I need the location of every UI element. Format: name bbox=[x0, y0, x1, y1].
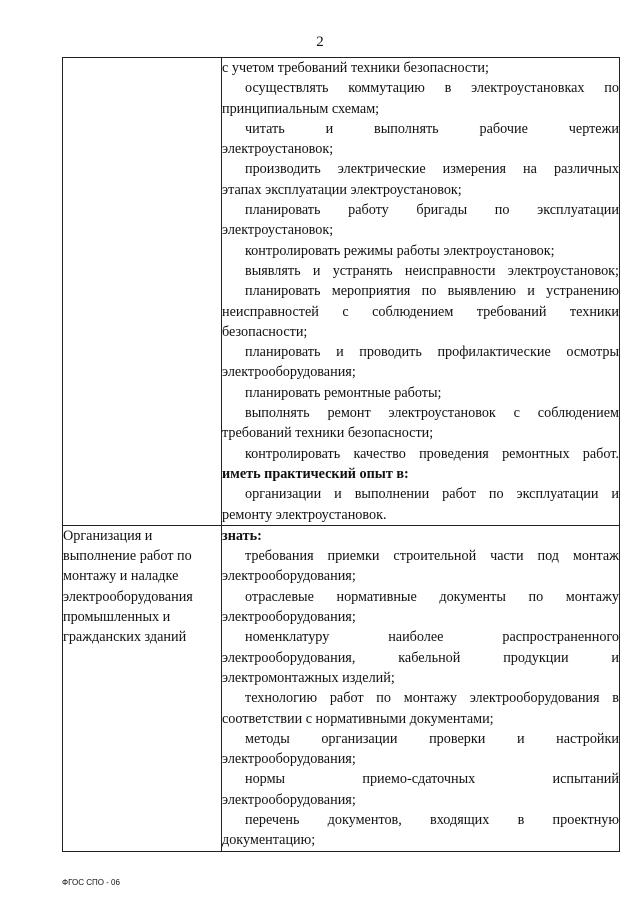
requirement-line: планировать мероприятия по выявлению и устранению bbox=[245, 283, 619, 300]
requirement-line: читать и выполнять рабочие чертежи bbox=[245, 120, 619, 137]
requirement-line: соответствии с нормативными документами; bbox=[222, 710, 494, 727]
requirement-line: электрооборудования; bbox=[222, 751, 356, 768]
requirement-line: электрооборудования; bbox=[222, 609, 356, 626]
requirement-line: электрооборудования; bbox=[222, 791, 356, 808]
activity-cell bbox=[63, 525, 222, 851]
requirement-line: электрооборудования, кабельной продукции и bbox=[222, 649, 619, 666]
section-heading: иметь практический опыт в: bbox=[222, 465, 409, 482]
requirement-line: требований техники безопасности; bbox=[222, 425, 434, 442]
activity-cell bbox=[63, 58, 222, 526]
section-heading: знать: bbox=[222, 527, 262, 544]
requirements-cell bbox=[222, 525, 620, 851]
activity-line: Организация и bbox=[63, 527, 153, 544]
requirement-line: выполнять ремонт электроустановок с соблюдением bbox=[245, 405, 619, 422]
requirement-line: осуществлять коммутацию в электроустановках по bbox=[245, 80, 619, 97]
requirements-cell bbox=[222, 58, 620, 526]
requirement-line: неисправностей с соблюдением требований техники bbox=[222, 303, 619, 320]
requirement-line: контролировать режимы работы электроустановок; bbox=[245, 242, 555, 259]
requirement-line: нормы приемо-сдаточных испытаний bbox=[245, 771, 619, 788]
requirement-line: планировать работу бригады по эксплуатации bbox=[245, 202, 619, 219]
activity-line: монтажу и наладке bbox=[63, 568, 179, 585]
requirement-line: документацию; bbox=[222, 832, 316, 849]
requirement-line: контролировать качество проведения ремонтных работ. bbox=[245, 445, 619, 462]
requirement-line: безопасности; bbox=[222, 323, 308, 340]
table-row bbox=[63, 58, 620, 526]
requirement-line: перечень документов, входящих в проектную bbox=[245, 811, 619, 828]
requirement-line: ремонту электроустановок. bbox=[222, 506, 387, 523]
activity-line: выполнение работ по bbox=[63, 548, 192, 565]
footer-standard-code: ФГОС СПО - 06 bbox=[62, 878, 120, 887]
requirement-line: выявлять и устранять неисправности электроустановок; bbox=[245, 262, 619, 279]
table-row bbox=[63, 525, 620, 851]
requirement-line: номенклатуру наиболее распространенного bbox=[245, 629, 619, 646]
requirement-line: производить электрические измерения на различных bbox=[245, 161, 619, 178]
requirement-line: организации и выполнении работ по эксплуатации и bbox=[245, 486, 619, 503]
requirement-line: отраслевые нормативные документы по монтажу bbox=[245, 588, 619, 605]
requirement-line: электроустановок; bbox=[222, 141, 334, 158]
requirement-line: электрооборудования; bbox=[222, 364, 356, 381]
requirement-line: требования приемки строительной части под монтаж bbox=[245, 548, 619, 565]
requirement-line: электрооборудования; bbox=[222, 568, 356, 585]
requirement-line: планировать и проводить профилактические осмотры bbox=[245, 344, 619, 361]
requirement-line: электромонтажных изделий; bbox=[222, 669, 395, 686]
requirement-line: принципиальным схемам; bbox=[222, 100, 380, 117]
requirement-line: с учетом требований техники безопасности; bbox=[222, 60, 489, 76]
page-number: 2 bbox=[316, 34, 324, 50]
activity-line: гражданских зданий bbox=[63, 629, 187, 646]
competency-table bbox=[62, 57, 620, 852]
requirement-line: методы организации проверки и настройки bbox=[245, 730, 619, 747]
requirement-line: планировать ремонтные работы; bbox=[245, 384, 442, 401]
activity-line: промышленных и bbox=[63, 609, 171, 626]
requirement-line: этапах эксплуатации электроустановок; bbox=[222, 181, 462, 198]
activity-line: электрооборудования bbox=[63, 588, 193, 605]
requirement-line: электроустановок; bbox=[222, 222, 334, 239]
requirement-line: технологию работ по монтажу электрооборудования в bbox=[245, 690, 619, 707]
